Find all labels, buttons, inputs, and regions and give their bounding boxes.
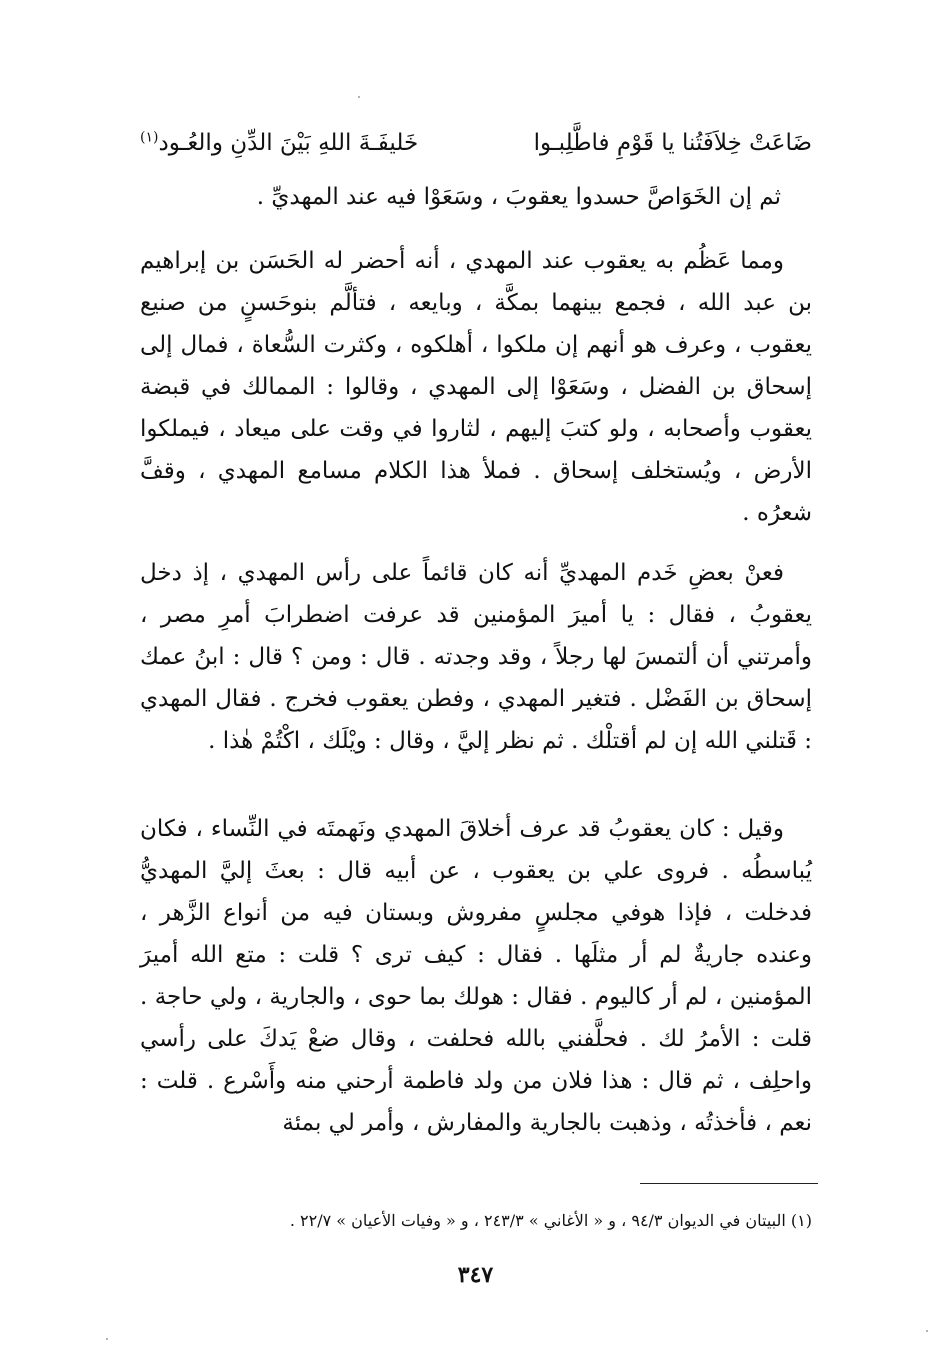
verse-second-hemistich: خَليفَـةَ اللهِ بَيْنَ الدِّنِ والعُـود$^{(١)}$ <box>140 129 419 156</box>
paragraph-3 <box>140 808 812 1144</box>
paragraph-text: وقيل : كان يعقوبُ قد عرف أخلاقَ المهدي ونَهمتَه في النِّساء ، فكان يُباسطُه . فروى علي بن يعقوب ، عن أبيه قال : بعثَ إليَّ المهديُّ فدخلت ، فإذا هوفي مجلسٍ مفروش وبستان فيه من أنواع الزَّهر ، وعنده جاريةٌ لم أر مثلَها . فقال : كيف ترى ؟ قلت : متع الله أميرَ المؤمنين ، لم أر كاليوم . فقال : هولك بما حوى ، والجارية ، ولي حاجة . قلت : الأمرُ لك . فحلَّفني بالله فحلفت ، وقال ضعْ يَدكَ على رأسي واحلِف ، ثم قال : هذا فلان من ولد فاطمة أرحني منه وأَسْرع . قلت : نعم ، فأخذتُه ، وذهبت بالجارية والمفارش ، وأمر لي بمئة <box>140 816 812 1136</box>
poetry-verse <box>140 122 812 164</box>
footnote: (١) البيتان في الديوان ٩٤/٣ ، و « الأغاني » ٢٤٣/٣ ، و « وفيات الأعيان » ٢٢/٧ . <box>289 1211 812 1230</box>
intro-line: ثم إن الخَوَاصَّ حسدوا يعقوبَ ، وسَعَوْا فيه عند المهديِّ . <box>256 184 781 210</box>
paragraph-text: ومما عَظُم به يعقوب عند المهدي ، أنه أحضر له الحَسَن بن إبراهيم بن عبد الله ، فجمع بينهما بمكَّة ، وبايعه ، فتألَّم بنوحَسنٍ من صنيع يعقوب ، وعرف هو أنهم إن ملكوا ، أهلكوه ، وكثرت السُّعاة ، فمال إلى إسحاق بن الفضل ، وسَعَوْا إلى المهدي ، وقالوا : الممالك في قبضة يعقوب وأصحابه ، ولو كتبَ إليهم ، لثاروا في وقت على ميعاد ، فيملكوا الأرض ، ويُستخلف إسحاق . فملأ هذا الكلام مسامع المهدي ، وقفَّ شعرُه . <box>140 248 812 526</box>
scan-speck <box>358 96 360 98</box>
scan-speck <box>926 1330 928 1332</box>
verse-first-hemistich: ضَاعَتْ خِلاَفَتُنا يا قَوْمِ فاطَّلِبـوا <box>533 130 812 156</box>
footnote-divider <box>640 1183 818 1184</box>
scan-speck <box>106 1338 108 1340</box>
paragraph-1 <box>140 240 812 534</box>
page-number: ٣٤٧ <box>457 1262 494 1288</box>
paragraph-text: فعنْ بعضِ خَدم المهديِّ أنه كان قائماً على رأس المهدي ، إذ دخل يعقوبُ ، فقال : يا أميرَ المؤمنين قد عرفت اضطرابَ أمرِ مصر ، وأمرتني أن ألتمسَ لها رجلاً ، وقد وجدته . قال : ومن ؟ قال : ابنُ عمك إسحاق بن الفَضْل . فتغير المهدي ، وفطن يعقوب فخرج . فقال المهدي : قَتلني الله إن لم أقتلْك . ثم نظر إليَّ ، وقال : ويْلَك ، اكْتُمْ هٰذا . <box>140 560 812 754</box>
footnote-reference[interactable]: (١) <box>140 129 159 146</box>
paragraph-2 <box>140 552 812 762</box>
